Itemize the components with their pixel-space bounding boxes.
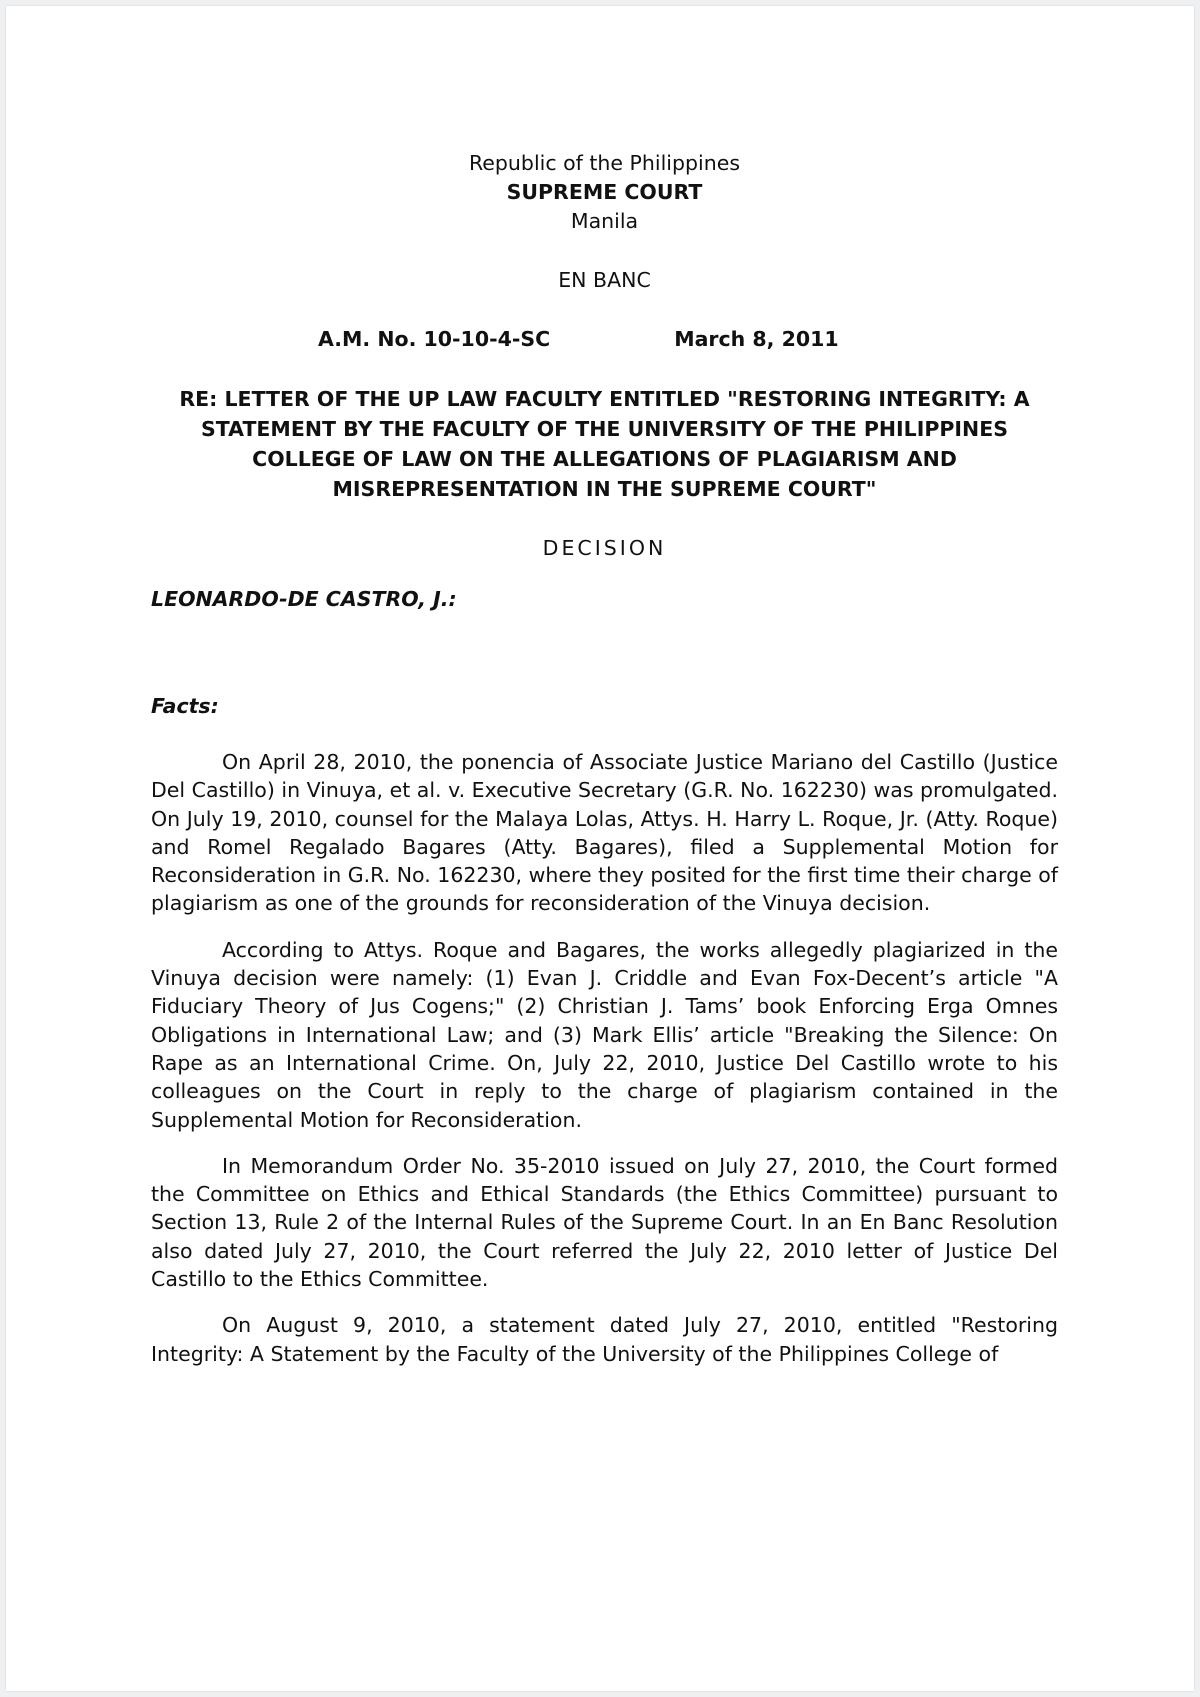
- facts-paragraph: On April 28, 2010, the ponencia of Associate Justice Mariano del Castillo (Justice Del Castillo) in Vinuya, et al. v. Executive Secretary (G.R. No. 162230) was promulgated. On July 19, 2010, counsel for the Malaya Lolas, Attys. H. Harry L. Roque, Jr. (Atty. Roque) and Romel Regalado Bagares (Atty. Bagares), filed a Supplemental Motion for Reconsideration in G.R. No. 162230, where they posited for the first time their charge of plagiarism as one of the grounds for reconsideration of the Vinuya decision.: [151, 750, 1058, 916]
- document-page: [6, 6, 1194, 1691]
- document-content: [151, 149, 1058, 1368]
- decision-label: DECISION: [542, 536, 667, 560]
- case-title: RE: LETTER OF THE UP LAW FACULTY ENTITLED "RESTORING INTEGRITY: A STATEMENT BY THE FACULTY OF THE UNIVERSITY OF THE PHILIPPINES COLLEGE OF LAW ON THE ALLEGATIONS OF PLAGIARISM AND MISREPRESENTATION IN THE SUPREME COURT": [179, 387, 1030, 501]
- division-label: EN BANC: [558, 268, 651, 292]
- facts-paragraph: On August 9, 2010, a statement dated July 27, 2010, entitled "Restoring Integrity: A Statement by the Faculty of the University of the Philippines College of: [151, 1313, 1058, 1366]
- case-number: A.M. No. 10-10-4-SC: [318, 327, 551, 351]
- court-name: SUPREME COURT: [506, 180, 703, 204]
- republic-line: Republic of the Philippines: [468, 151, 740, 175]
- facts-heading: Facts:: [151, 694, 219, 718]
- case-row: [151, 325, 1058, 354]
- facts-paragraph: According to Attys. Roque and Bagares, the works allegedly plagiarized in the Vinuya decision were namely: (1) Evan J. Criddle and Evan Fox-Decent’s article "A Fiduciary Theory of Jus Cogens;" (2) Christian J. Tams’ book Enforcing Erga Omnes Obligations in International Law; and (3) Mark Ellis’ article "Breaking the Silence: On Rape as an International Crime. On, July 22, 2010, Justice Del Castillo wrote to his colleagues on the Court in reply to the charge of plagiarism contained in the Supplemental Motion for Reconsideration.: [151, 937, 1058, 1132]
- court-header: [151, 149, 1058, 236]
- case-date: March 8, 2011: [674, 327, 839, 351]
- court-city: Manila: [570, 209, 639, 233]
- facts-paragraph: In Memorandum Order No. 35-2010 issued on July 27, 2010, the Court formed the Committee on Ethics and Ethical Standards (the Ethics Committee) pursuant to Section 13, Rule 2 of the Internal Rules of the Supreme Court. In an En Banc Resolution also dated July 27, 2010, the Court referred the July 22, 2010 letter of Justice Del Castillo to the Ethics Committee.: [151, 1153, 1058, 1292]
- ponente: LEONARDO-DE CASTRO, J.:: [151, 587, 457, 611]
